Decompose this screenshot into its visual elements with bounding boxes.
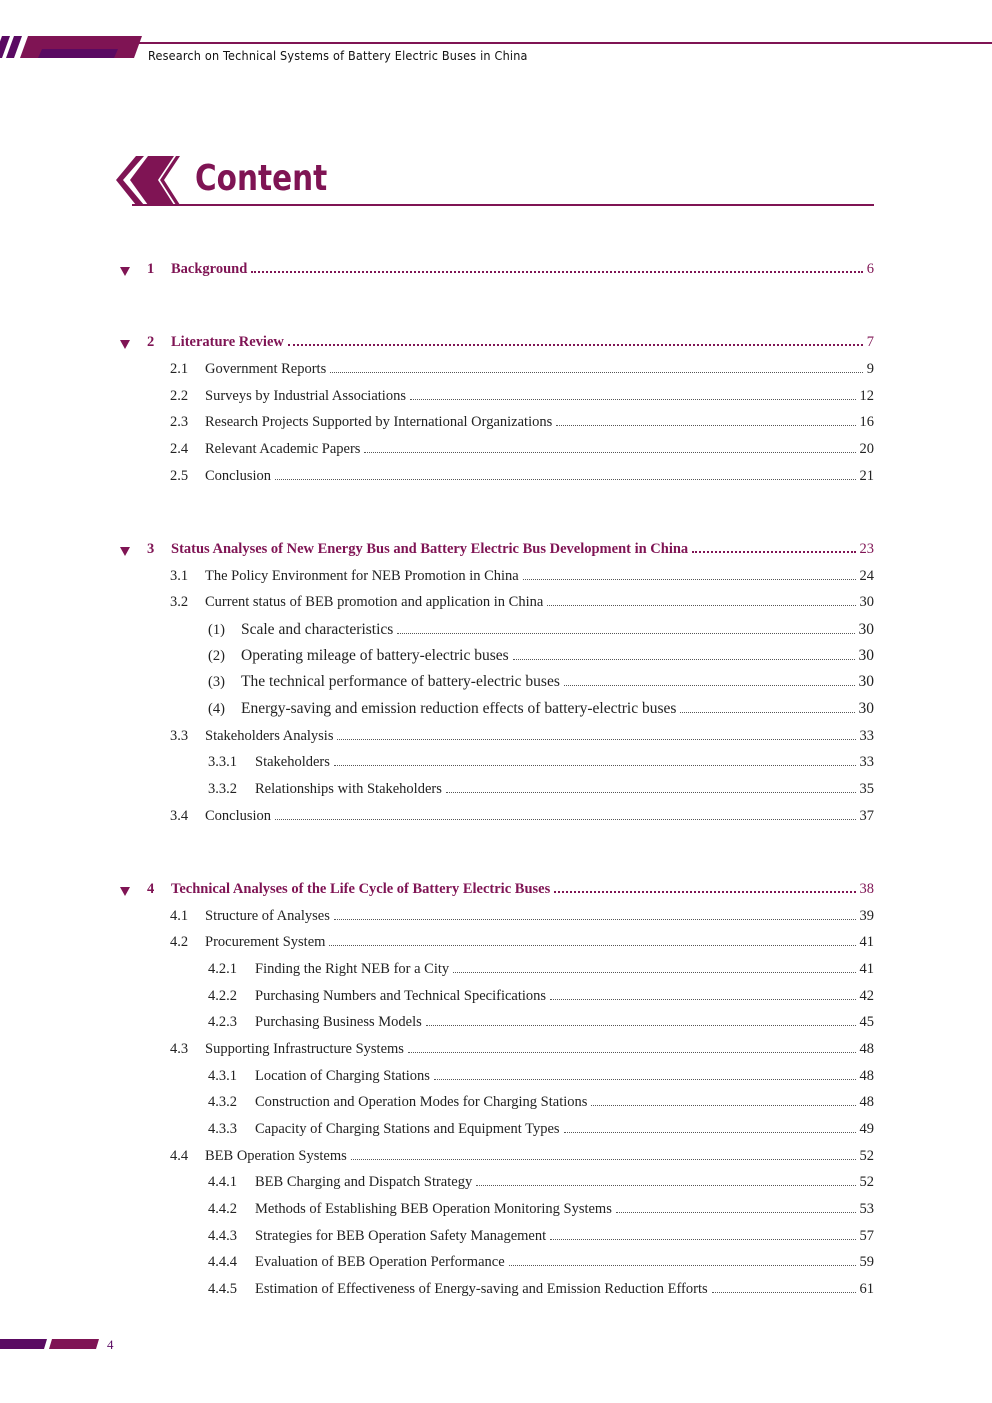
toc-entry[interactable] (170, 931, 874, 951)
toc-entry-title: Conclusion (205, 808, 272, 824)
toc-entry-title: Stakeholders (255, 754, 330, 770)
toc-chapter-entry[interactable] (147, 258, 874, 278)
toc-entry[interactable] (208, 1251, 874, 1271)
toc-entry-number: (4) (208, 701, 225, 717)
page-number: 4 (107, 1337, 114, 1352)
toc-entry-title: Government Reports (205, 361, 327, 377)
dot-leader (564, 1132, 856, 1133)
dot-leader (680, 712, 854, 713)
toc-entry[interactable] (208, 1091, 874, 1111)
toc-entry-title: Relevant Academic Papers (205, 441, 361, 457)
page-title: Content (195, 158, 328, 199)
toc-entry-title: Structure of Analyses (205, 908, 330, 924)
toc-entry[interactable] (208, 1065, 874, 1085)
toc-entry-number: (1) (208, 622, 225, 638)
toc-entry[interactable] (208, 778, 874, 798)
toc-entry-page: 52 (859, 1174, 874, 1190)
toc-entry-title: Literature Review (171, 334, 284, 350)
toc-entry-page: 49 (859, 1121, 874, 1137)
triangle-bullet-icon (120, 340, 130, 349)
dot-leader (426, 1025, 856, 1026)
toc-entry-page: 21 (859, 468, 874, 484)
toc-entry-page: 42 (859, 988, 874, 1004)
header-stripes-decoration (0, 36, 145, 60)
toc-entry-page: 57 (859, 1228, 874, 1244)
toc-entry-page: 61 (859, 1281, 874, 1297)
toc-entry-page: 45 (859, 1014, 874, 1030)
toc-entry-number: 4.2.1 (208, 961, 237, 977)
dot-leader (564, 685, 855, 686)
toc-entry-title: Research Projects Supported by International Organizations (205, 414, 553, 430)
toc-entry-number: (2) (208, 648, 225, 664)
toc-entry[interactable] (208, 751, 874, 771)
toc-entry[interactable] (170, 385, 874, 405)
toc-entry-title: Stakeholders Analysis (205, 728, 334, 744)
toc-entry-number: 3 (147, 541, 155, 557)
toc-entry-number: 4.4 (170, 1148, 189, 1164)
toc-chapter-entry[interactable] (147, 878, 874, 898)
toc-entry-number: 4.3.3 (208, 1121, 237, 1137)
toc-entry[interactable] (208, 619, 874, 639)
toc-entry-title: Operating mileage of battery-electric buses (241, 647, 509, 664)
toc-entry[interactable] (208, 1171, 874, 1191)
toc-entry-number: 2.5 (170, 468, 189, 484)
toc-entry[interactable] (208, 1118, 874, 1138)
toc-entry-page: 39 (859, 908, 874, 924)
dot-leader (329, 945, 855, 946)
toc-entry-title: Relationships with Stakeholders (255, 781, 442, 797)
running-header-title: Research on Technical Systems of Battery Electric Buses in China (148, 48, 528, 63)
toc-entry-title: Construction and Operation Modes for Charging Stations (255, 1094, 588, 1110)
toc-entry-page: 7 (866, 334, 874, 350)
toc-entry-title: Finding the Right NEB for a City (255, 961, 450, 977)
toc-entry[interactable] (208, 985, 874, 1005)
toc-entry-page: 20 (859, 441, 874, 457)
dot-leader (334, 919, 856, 920)
toc-entry-page: 30 (858, 673, 874, 690)
toc-entry[interactable] (208, 645, 874, 665)
toc-entry-title: BEB Operation Systems (205, 1148, 347, 1164)
triangle-bullet-icon (120, 547, 130, 556)
toc-entry[interactable] (170, 465, 874, 485)
toc-entry[interactable] (170, 1145, 874, 1165)
toc-entry[interactable] (170, 565, 874, 585)
toc-entry[interactable] (208, 698, 874, 718)
toc-entry-title: Procurement System (205, 934, 326, 950)
toc-entry-number: 3.4 (170, 808, 189, 824)
dot-leader (434, 1079, 856, 1080)
toc-entry-page: 30 (859, 594, 874, 610)
dot-leader (397, 633, 854, 634)
toc-entry-number: 2.2 (170, 388, 189, 404)
toc-entry[interactable] (208, 671, 874, 691)
toc-entry-number: 4.2.3 (208, 1014, 237, 1030)
dot-leader (550, 999, 855, 1000)
dot-leader (330, 372, 863, 373)
dot-leader (712, 1292, 856, 1293)
dot-leader (337, 739, 855, 740)
toc-entry[interactable] (170, 725, 874, 745)
toc-entry-number: 3.1 (170, 568, 189, 584)
toc-entry-title: Energy-saving and emission reduction effects of battery-electric buses (241, 700, 677, 717)
toc-entry-page: 6 (866, 261, 874, 277)
dot-leader (591, 1105, 855, 1106)
toc-entry-title: Surveys by Industrial Associations (205, 388, 406, 404)
toc-entry-page: 52 (859, 1148, 874, 1164)
footer-stripes-decoration (0, 1339, 102, 1350)
dot-leader (288, 344, 863, 346)
toc-entry-page: 33 (859, 754, 874, 770)
dot-leader (616, 1212, 856, 1213)
toc-entry-number: 4.2.2 (208, 988, 237, 1004)
dot-leader (275, 479, 855, 480)
toc-entry[interactable] (208, 958, 874, 978)
toc-entry[interactable] (208, 1011, 874, 1031)
toc-entry-page: 41 (859, 934, 874, 950)
toc-entry-number: 2.4 (170, 441, 189, 457)
toc-entry-number: 3.2 (170, 594, 189, 610)
toc-entry-title: Methods of Establishing BEB Operation Monitoring Systems (255, 1201, 612, 1217)
dot-leader (364, 452, 855, 453)
toc-entry-title: Supporting Infrastructure Systems (205, 1041, 404, 1057)
chevron-arrow-icon (114, 155, 184, 207)
toc-entry-page: 35 (859, 781, 874, 797)
dot-leader (513, 659, 855, 660)
toc-entry-number: 4.4.3 (208, 1228, 237, 1244)
toc-entry[interactable] (170, 411, 874, 431)
toc-entry-page: 37 (859, 808, 874, 824)
toc-entry-title: Location of Charging Stations (255, 1068, 430, 1084)
toc-entry-title: Evaluation of BEB Operation Performance (255, 1254, 505, 1270)
toc-entry-number: 3.3.1 (208, 754, 237, 770)
toc-entry-number: 4.4.2 (208, 1201, 237, 1217)
toc-entry-number: 1 (147, 261, 155, 277)
toc-entry-page: 12 (859, 388, 874, 404)
dot-leader (351, 1159, 856, 1160)
toc-entry-title: Estimation of Effectiveness of Energy-saving and Emission Reduction Efforts (255, 1281, 708, 1297)
dot-leader (509, 1265, 856, 1266)
dot-leader (453, 972, 855, 973)
toc-entry-page: 41 (859, 961, 874, 977)
toc-entry-title: Strategies for BEB Operation Safety Management (255, 1228, 547, 1244)
dot-leader (523, 579, 856, 580)
dot-leader (334, 765, 856, 766)
toc-entry-page: 53 (859, 1201, 874, 1217)
toc-entry-title: Scale and characteristics (241, 621, 394, 638)
dot-leader (554, 891, 855, 893)
toc-entry-page: 16 (859, 414, 874, 430)
toc-entry-title: Technical Analyses of the Life Cycle of Battery Electric Buses (171, 881, 551, 897)
dot-leader (251, 271, 862, 273)
toc-entry-number: 3.3 (170, 728, 189, 744)
toc-entry-page: 30 (858, 647, 874, 664)
toc-entry-number: 4.3.2 (208, 1094, 237, 1110)
toc-chapter-entry[interactable] (147, 538, 874, 558)
toc-entry[interactable] (170, 1038, 874, 1058)
toc-entry[interactable] (170, 591, 874, 611)
toc-entry-page: 33 (859, 728, 874, 744)
toc-chapter-entry[interactable] (147, 331, 874, 351)
toc-entry-title: BEB Charging and Dispatch Strategy (255, 1174, 473, 1190)
toc-entry[interactable] (208, 1278, 874, 1298)
toc-entry-page: 38 (859, 881, 874, 897)
triangle-bullet-icon (120, 887, 130, 896)
toc-entry-number: (3) (208, 674, 225, 690)
dot-leader (275, 819, 855, 820)
toc-entry-title: Current status of BEB promotion and application in China (205, 594, 544, 610)
toc-entry-number: 2 (147, 334, 155, 350)
toc-entry-number: 2.3 (170, 414, 189, 430)
toc-entry-title: Purchasing Business Models (255, 1014, 422, 1030)
dot-leader (692, 551, 855, 553)
toc-entry[interactable] (170, 905, 874, 925)
toc-entry-number: 4.1 (170, 908, 189, 924)
toc-entry-number: 4.2 (170, 934, 189, 950)
dot-leader (476, 1185, 855, 1186)
toc-entry-title: Status Analyses of New Energy Bus and Battery Electric Bus Development in China (171, 541, 689, 557)
dot-leader (446, 792, 856, 793)
toc-entry[interactable] (170, 358, 874, 378)
triangle-bullet-icon (120, 267, 130, 276)
toc-entry-page: 48 (859, 1041, 874, 1057)
toc-entry-title: Purchasing Numbers and Technical Specifications (255, 988, 547, 1004)
toc-entry-number: 4 (147, 881, 155, 897)
toc-entry-number: 4.3.1 (208, 1068, 237, 1084)
toc-entry-page: 30 (858, 700, 874, 717)
toc-entry-title: Conclusion (205, 468, 272, 484)
toc-entry-page: 23 (859, 541, 874, 557)
toc-entry-title: Capacity of Charging Stations and Equipment Types (255, 1121, 560, 1137)
toc-entry[interactable] (208, 1225, 874, 1245)
toc-entry-title: The technical performance of battery-electric buses (241, 673, 560, 690)
toc-entry-number: 4.4.4 (208, 1254, 237, 1270)
toc-entry-number: 4.4.5 (208, 1281, 237, 1297)
toc-entry[interactable] (208, 1198, 874, 1218)
toc-entry-title: Background (171, 261, 248, 277)
toc-entry-page: 24 (859, 568, 874, 584)
toc-entry-number: 3.3.2 (208, 781, 237, 797)
toc-entry-page: 30 (858, 621, 874, 638)
toc-entry[interactable] (170, 805, 874, 825)
toc-entry[interactable] (170, 438, 874, 458)
toc-entry-page: 9 (866, 361, 874, 377)
dot-leader (410, 399, 856, 400)
toc-entry-number: 4.4.1 (208, 1174, 237, 1190)
dot-leader (408, 1052, 856, 1053)
toc-entry-number: 4.3 (170, 1041, 189, 1057)
toc-entry-number: 2.1 (170, 361, 189, 377)
title-rule (132, 204, 874, 206)
dot-leader (547, 605, 855, 606)
toc-entry-page: 48 (859, 1068, 874, 1084)
toc-entry-page: 59 (859, 1254, 874, 1270)
header-rule (130, 42, 992, 44)
toc-entry-page: 48 (859, 1094, 874, 1110)
dot-leader (550, 1239, 855, 1240)
dot-leader (556, 425, 855, 426)
toc-entry-title: The Policy Environment for NEB Promotion in China (205, 568, 519, 584)
